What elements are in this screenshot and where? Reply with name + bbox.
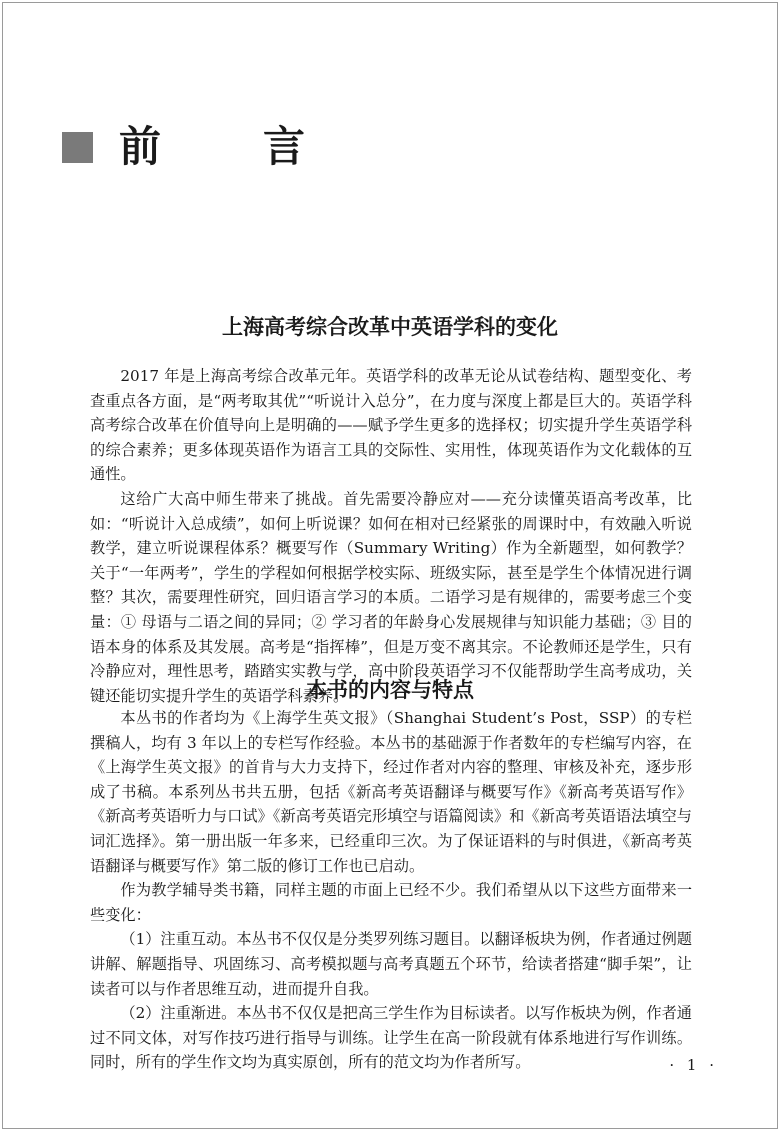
section-body-reform bbox=[90, 364, 692, 708]
paragraph: 这给广大高中师生带来了挑战。首先需要冷静应对——充分读懂英语高考改革，比如：“听说计入总成绩”，如何上听说课？如何在相对已经紧张的周课时中，有效融入听说教学，建立听说课程体系？概要写作（Summary Writing）作为全新题型，如何教学？关于“一年两考”，学生的学程如何根据学校实际、班级实际，甚至是学生个体情况进行调整？其次，需要理性研究，回归语言学习的本质。二语学习是有规律的，需要考虑三个变量：① 母语与二语之间的异同；② 学习者的年龄身心发展规律与知识能力基础；③ 目的语本身的体系及其发展。高考是“指挥棒”，但是万变不离其宗。不论教师还是学生，只有冷静应对，理性思考，踏踏实实教与学，高中阶段英语学习不仅能帮助学生高考成功，关键还能切实提升学生的英语学科素养。 bbox=[90, 489, 692, 705]
chapter-heading bbox=[62, 122, 335, 172]
paragraph: （2）注重渐进。本丛书不仅仅是把高三学生作为目标读者。以写作板块为例，作者通过不同文体，对写作技巧进行指导与训练。让学生在高一阶段就有体系地进行写作训练。同时，所有的学生作文均为真实原创，所有的范文均为作者所写。 bbox=[90, 1004, 692, 1072]
section-title-features: 本书的内容与特点 bbox=[306, 678, 474, 702]
page-number: · 1 · bbox=[669, 1056, 718, 1074]
section-title-reform: 上海高考综合改革中英语学科的变化 bbox=[222, 315, 558, 339]
paragraph: 2017 年是上海高考综合改革元年。英语学科的改革无论从试卷结构、题型变化、考查重点各方面，是“两考取其优”“听说计入总分”，在力度与深度上都是巨大的。英语学科高考综合改革在价值导向上是明确的——赋予学生更多的选择权；切实提升学生英语学科的综合素养；更多体现英语作为语言工具的交际性、实用性，体现英语作为文化载体的互通性。 bbox=[90, 367, 692, 484]
chapter-title: 前 言 bbox=[119, 122, 336, 171]
section-body-features bbox=[90, 706, 692, 1075]
paragraph: 本丛书的作者均为《上海学生英文报》（Shanghai Student’s Post，SSP）的专栏撰稿人，均有 3 年以上的专栏写作经验。本丛书的基础源于作者数年的专栏编写内容，在《上海学生英文报》的首肯与大力支持下，经过作者对内容的整理、审核及补充，逐步形成了书稿。本系列丛书共五册，包括《新高考英语翻译与概要写作》《新高考英语写作》《新高考英语听力与口试》《新高考英语完形填空与语篇阅读》和《新高考英语语法填空与词汇选择》。第一册出版一年多来，已经重印三次。为了保证语料的与时俱进，《新高考英语翻译与概要写作》第二版的修订工作也已启动。 bbox=[90, 709, 692, 875]
paragraph: 作为教学辅导类书籍，同样主题的市面上已经不少。我们希望从以下这些方面带来一些变化： bbox=[90, 881, 692, 924]
paragraph: （1）注重互动。本丛书不仅仅是分类罗列练习题目。以翻译板块为例，作者通过例题讲解、解题指导、巩固练习、高考模拟题与高考真题五个环节，给读者搭建“脚手架”，让读者可以与作者思维互动，进而提升自我。 bbox=[90, 930, 692, 998]
heading-square-icon bbox=[62, 132, 93, 163]
